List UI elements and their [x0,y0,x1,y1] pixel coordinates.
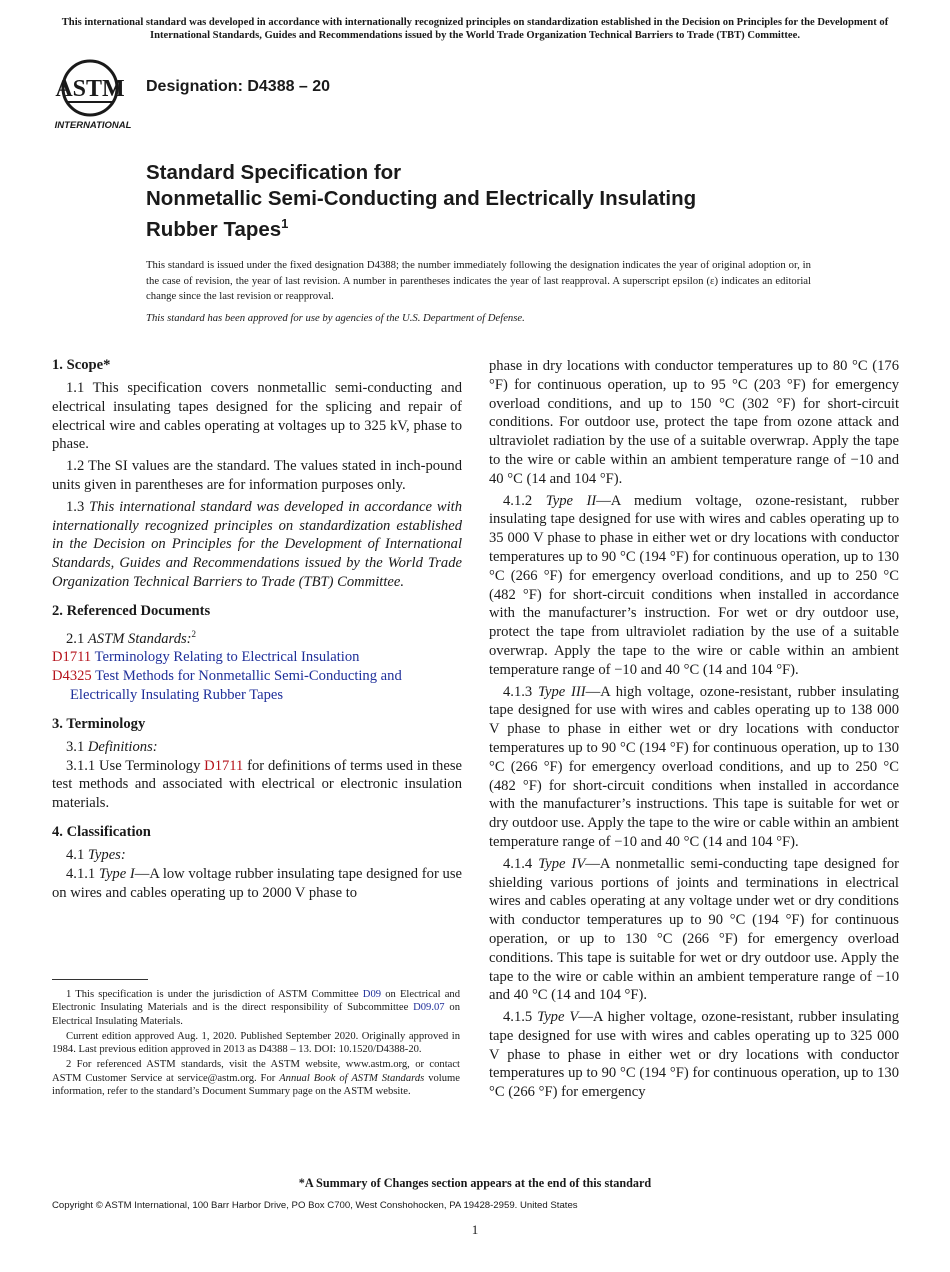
paragraph-1-1: 1.1 This specification covers nonmetallic semi-conducting and electrical insulating tapes designed for the splicing and repair of electrical wire and cables operating at voltages up to 325 kV, phase to phase. [52,380,462,453]
paragraph-2-1: 2.1 ASTM Standards:$^2$ [66,628,197,647]
logo-subtext: INTERNATIONAL [54,120,132,131]
astm-logo-icon [52,58,134,132]
section-heading-scope: 1. Scope* [52,357,111,373]
paragraph-3-1: 3.1 Definitions: [66,738,158,755]
title-footnote-marker: 1 [281,216,289,231]
paragraph-4-1-2: 4.1.2 Type II—A medium voltage, ozone-resistant, rubber insulating tape designed for use with wires and cables operating up to 35 000 V phase to phase in either wet or dry locations with conductor temperatures up to 90 °C (194 °F) for continuous operation, up to 130 °C (266 °F) for emergency overload conditions, and up to 250 °C (482 °F) for short-circuit conditions when installed in accordance with the manufacturer’s instruction. For wet or dry outdoor use, protect the tape from ultraviolet radiation by the use of a suitable overwrap. Apply the tape to the wire or cable within an ambient temperature range of −10 and 40 °C (14 and 104 °F). [489,492,899,678]
reference-d1711[interactable] [52,648,462,667]
paragraph-3-1-1: 3.1.1 Use Terminology D1711 for definitions of terms used in these test methods and associated with electrical or electronic insulation materials. [52,757,462,812]
left-column [52,356,462,902]
ref-code-d1711: D1711 [52,649,92,666]
ref-title-d4325: Test Methods for Nonmetallic Semi-Conducting and Electrically Insulating Rubber Tapes [70,668,402,704]
ref-code-d4325: D4325 [52,668,92,685]
footnote-1-edition: Current edition approved Aug. 1, 2020. Published September 2020. Originally approved in 1984. Last previous edition approved in 2013 as D4388 – 13. DOI: 10.1520/D4388-20. [52,1030,460,1056]
title-line-1: Standard Specification for [146,161,402,184]
paragraph-4-1: 4.1 Types: [66,847,126,863]
inline-ref-d1711[interactable]: D1711 [204,757,244,774]
logo-text: ASTM [55,76,125,102]
footnote-divider [52,979,148,980]
paragraph-4-1-1-continued: phase in dry locations with conductor temperatures up to 80 °C (176 °F) for continuous operation, up to 95 °C (203 °F) for emergency overload conditions, and up to 150 °C (302 °F) for short-circuit conditions. For outdoor use, protect the tape from ozone attack and ultraviolet radiation by the use of a suitable overwrap. Apply the tape to the wire or cable within an ambient temperature range of −10 and 40 °C (14 and 104 °F). [489,358,899,487]
title-line-3: Rubber Tapes$^1$ [146,216,289,241]
top-notice: This international standard was developed in accordance with internationally recognized principles on standardization established in the Decision on Principles for the Development of International Standards, Guides and Recommendations issued by the World Trade Organization Technical Barriers to Trade (TBT) Committee. [61,17,889,41]
title-line-2: Nonmetallic Semi-Conducting and Electrically Insulating [146,186,697,210]
document-title [146,160,696,242]
designation: Designation: D4388 – 20 [146,78,331,95]
footnote-link-d09[interactable]: D09 [362,989,382,1000]
footnotes [52,988,460,1100]
ref-title-d1711: Terminology Relating to Electrical Insulation [94,649,360,666]
paragraph-1-2: 1.2 The SI values are the standard. The values stated in inch-pound units given in parentheses are for information purposes only. [52,458,462,493]
paragraph-4-1-3: 4.1.3 Type III—A high voltage, ozone-resistant, rubber insulating tape designed for use with wires and cables operating up to 138 000 V phase to phase in either wet or dry locations with conductor temperatures up to 90 °C (194 °F) for continuous operation, up to 130 °C (266 °F) for emergency overload conditions, and up to 250 °C (482 °F) for short-circuit conditions when installed in accordance with the manufacturer’s instructions. This tape is suitable for wet or dry outdoor use. Apply the tape to the wire or cable within an ambient temperature range of −10 and 40 °C (14 and 104 °F). [489,683,899,850]
paragraph-4-1-1: 4.1.1 Type I—A low voltage rubber insulating tape designed for use on wires and cables operating up to 2000 V phase to [52,865,462,901]
copyright-line: Copyright © ASTM International, 100 Barr Harbor Drive, PO Box C700, West Conshohocken, PA 19428-2959. United States [52,1200,578,1211]
footnote-link-d09-07[interactable]: D09.07 [413,1002,445,1014]
right-column [489,357,899,1102]
footnote-1: 1 This specification is under the jurisdiction of ASTM Committee D09 on Electrical and Electronic Insulating Materials and is the direct responsibility of Subcommittee D09.07 on Electrical Insulating Materials. [52,989,460,1027]
dod-approval-note: This standard has been approved for use by agencies of the U.S. Department of Defense. [146,312,525,324]
reference-d4325[interactable] [52,667,462,705]
footnote-2: 2 For referenced ASTM standards, visit the ASTM website, www.astm.org, or contact ASTM Customer Service at service@astm.org. For Annual Book of ASTM Standards volume information, refer to the standard’s Document Summary page on the ASTM website. [52,1059,460,1098]
section-heading-classification: 4. Classification [52,824,151,840]
paragraph-1-3: 1.3 This international standard was developed in accordance with internationally recognized principles on standardization established in the Decision on Principles for the Development of International Standards, Guides and Recommendations issued by the World Trade Organization Technical Barriers to Trade (TBT) Committee. [52,498,463,590]
section-heading-terminology: 3. Terminology [52,715,146,732]
paragraph-4-1-5: 4.1.5 Type V—A higher voltage, ozone-resistant, rubber insulating tape designed for use with wires and cables operating up to 325 000 V phase to phase in either wet or dry locations with conductor temperatures up to 90 °C (194 °F) for continuous operation, up to 130 °C (266 °F) for emergency [489,1009,899,1101]
section-heading-referenced-documents: 2. Referenced Documents [52,602,211,619]
page-number: 1 [471,1222,479,1237]
paragraph-4-1-4: 4.1.4 Type IV—A nonmetallic semi-conducting tape designed for shielding various portions of joints and terminations in electrical wires and cables operating at any voltage under wet or dry conditions with conductor temperatures up to 90 °C (194 °F) for continuous operation, or up to 130 °C (266 °F) for emergency overload conditions. This tape is suitable for wet or dry outdoor use. Apply the tape to the wire or cable within an ambient temperature range of −10 and 40 °C (14 and 104 °F). [489,855,899,1004]
issue-note: This standard is issued under the fixed designation D4388; the number immediately following the designation indicates the year of original adoption or, in the case of revision, the year of last revision. A number in parentheses indicates the year of last reapproval. A superscript epsilon (ε) indicates an editorial change since the last revision or reapproval. [146,259,811,302]
summary-of-changes-note: *A Summary of Changes section appears at the end of this standard [298,1176,652,1190]
